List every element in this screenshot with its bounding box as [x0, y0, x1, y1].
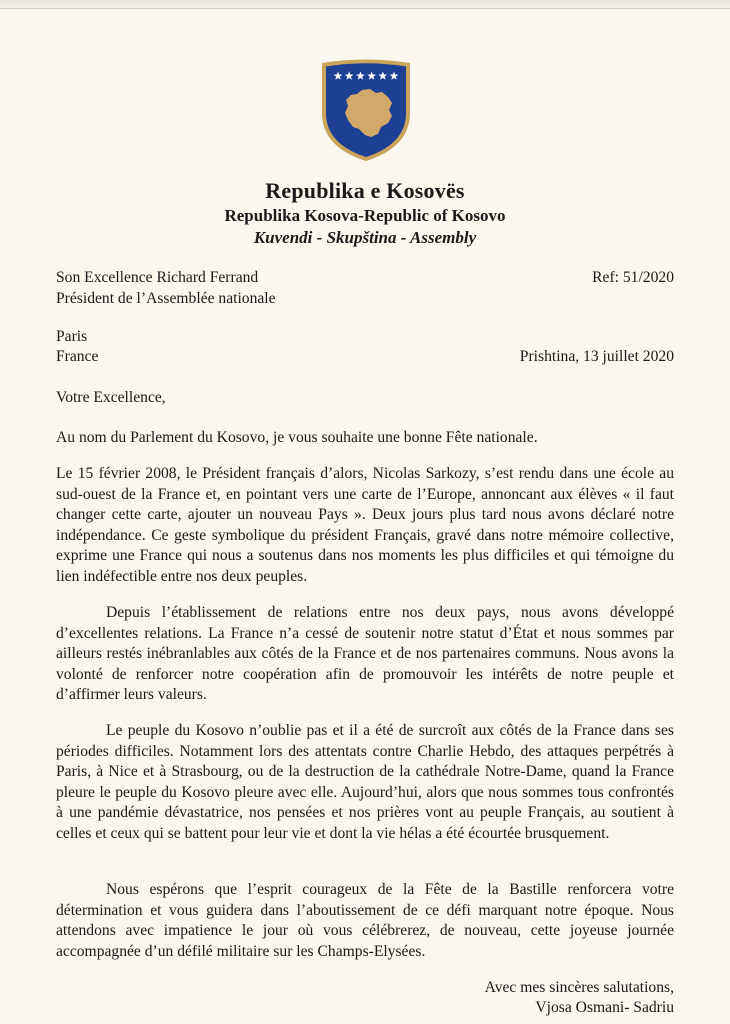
paragraph-5: Nous espérons que l’esprit courageux de la Fête de la Bastille renforcera votre détermination et vous guidera dans l’aboutissement de ce défi marquant notre époque. Nous attendons avec impatience le jour où vous célébrerez, de nouveau, cette joyeuse journée accompagnée d’un défilé militaire sur les Champs-Elysées. — [56, 881, 674, 960]
closing: Avec mes sincères salutations, — [484, 979, 674, 996]
signatory: Vjosa Osmani- Sadriu — [535, 999, 674, 1016]
letterhead-title: Republika e Kosovës — [265, 178, 465, 203]
letterhead-subtitle: Republika Kosova-Republic of Kosovo — [224, 206, 506, 225]
recipient-country: France — [56, 348, 99, 365]
paragraph-1: Au nom du Parlement du Kosovo, je vous souhaite une bonne Fête nationale. — [56, 429, 538, 446]
recipient-title: Président de l’Assemblée nationale — [56, 290, 276, 307]
top-edge — [0, 0, 730, 9]
letterhead-institution: Kuvendi - Skupština - Assembly — [253, 228, 477, 247]
reference-number: Ref: 51/2020 — [592, 269, 674, 286]
paragraph-3: Depuis l’établissement de relations entre nos deux pays, nous avons développé d’excellentes relations. La France n’a cessé de soutenir notre statut d’État et nous sommes par ailleurs restés inébranlables aux côtés de la France et de nos partenaires communs. Nous avons la volonté de renforcer notre coopération afin de promouvoir les intérêts de notre peuple et d’affirmer leurs valeurs. — [56, 604, 674, 703]
kosovo-emblem-icon — [318, 57, 414, 163]
salutation: Votre Excellence, — [56, 389, 166, 406]
place-date: Prishtina, 13 juillet 2020 — [519, 348, 674, 365]
paragraph-4: Le peuple du Kosovo n’oublie pas et il a été de surcroît aux côtés de la France dans ses périodes difficiles. Notamment lors des attentats contre Charlie Hebdo, des attaques perpétrés à Paris, à Nice et à Strasbourg, ou de la destruction de la cathédrale Notre-Dame, quand la France pleure le peuple du Kosovo pleure avec elle. Aujourd’hui, alors que nous sommes tous confrontés à une pandémie dévastatrice, nos pensées et nos prières vont au peuple Français, au soutient à celles et ceux qui se battent pour leur vie et dont la vie hélas a été écourtée brusquement. — [56, 722, 674, 842]
recipient-name: Son Excellence Richard Ferrand — [56, 269, 259, 286]
recipient-city: Paris — [56, 328, 88, 345]
paragraph-2: Le 15 février 2008, le Président français d’alors, Nicolas Sarkozy, s’est rendu dans une école au sud-ouest de la France et, en pointant vers une carte de l’Europe, annoncant aux élèves « il faut changer cette carte, ajouter un nouveau Pays ». Deux jours plus tard nous avons déclaré notre indépendance. Ce geste symbolique du président Français, gravé dans notre mémoire collective, exprime une France qui nous a soutenus dans nos moments les plus difficiles et qui témoigne du lien indéfectible entre nos deux peuples. — [56, 465, 674, 585]
